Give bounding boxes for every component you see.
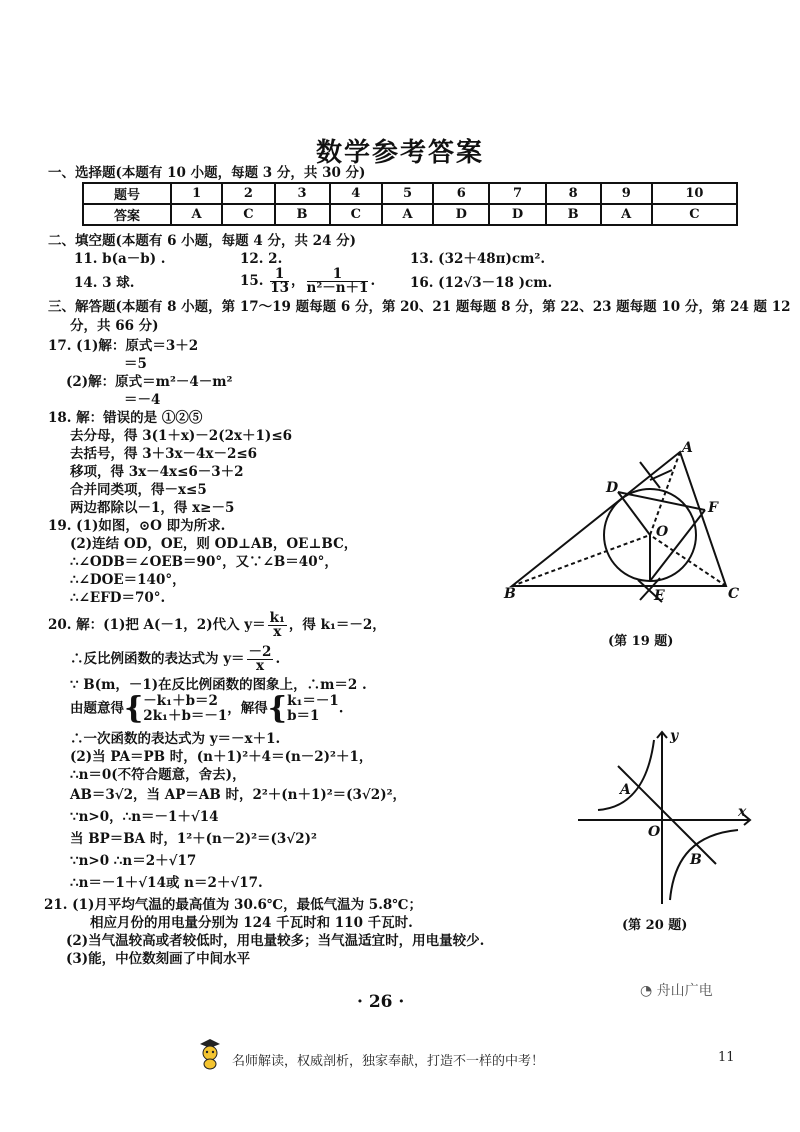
table-cell: 5 (382, 183, 433, 204)
label-c: C (728, 586, 740, 602)
label-a: A (682, 440, 693, 456)
table-cell: 2 (222, 183, 274, 204)
page-title: 数学参考答案 (315, 138, 484, 168)
q20-line: 当 BP＝BA 时，1²＋(n－2)²＝(3√2)² (70, 831, 317, 847)
q18-line: 合并同类项，得－x≤5 (70, 482, 207, 498)
label-f: F (708, 500, 718, 516)
table-cell: A (601, 204, 652, 225)
answer-15-prefix: 15. (240, 273, 264, 289)
q20-line: ∵ B(m，－1)在反比例函数的图象上，∴m＝2 . (70, 677, 367, 693)
q19-line: (2)连结 OD，OE，则 OD⊥AB，OE⊥BC， (70, 536, 358, 552)
q21-line: (3)能，中位数刻画了中间水平 (66, 951, 251, 967)
figure-19 (500, 440, 750, 620)
section2-heading: 二、填空题(本题有 6 小题，每题 4 分，共 24 分) (48, 233, 357, 249)
answer-12: 12. 2. (240, 251, 283, 267)
label-o: O (656, 524, 669, 540)
q17-line: ＝5 (124, 356, 147, 372)
table-cell: 6 (433, 183, 489, 204)
table-cell: C (652, 204, 737, 225)
figure-20-caption: (第 20 题) (622, 918, 688, 933)
table-cell: 4 (330, 183, 382, 204)
table-cell: C (330, 204, 382, 225)
q18-line: 移项，得 3x－4x≤6－3＋2 (70, 464, 244, 480)
q20-line: ∵n>0 ∴n＝2＋√17 (70, 853, 197, 869)
q17-line: (2)解：原式＝m²－4－m² (66, 374, 233, 390)
chat-icon: ◔ (640, 983, 653, 999)
label-d: D (606, 480, 619, 496)
label-e: E (654, 588, 665, 604)
q20-line: ∴n＝－1＋√14或 n＝2＋√17. (70, 875, 263, 891)
q20-line: ∴反比例函数的表达式为 y＝ $\frac{-2}{x}$ . (70, 644, 281, 674)
table-cell: 3 (275, 183, 330, 204)
q20-line: 20. 解：(1)把 A(－1，2)代入 y＝ $\frac{\text{k₁}}{x}$ ，得 k₁＝－2， (48, 610, 386, 640)
table-cell: B (275, 204, 330, 225)
label-x: x (738, 804, 747, 820)
fraction: $\frac{\text{k₁}}{x}$ (269, 610, 285, 640)
q18-line: 18. 解：错误的是 ①②⑤ (48, 410, 203, 426)
line-ab (618, 766, 716, 864)
table-header-cell: 题号 (83, 183, 171, 204)
answer-16: 16. (12√3－18 )cm. (410, 275, 553, 291)
table-row (83, 183, 737, 204)
figure-19-caption: (第 19 题) (608, 634, 674, 649)
watermark: ◔ 舟山广电 (640, 983, 713, 999)
answer-table (82, 182, 738, 226)
q18-line: 去分母，得 3(1＋x)－2(2x＋1)≤6 (70, 428, 293, 444)
q21-line: 相应月份的用电量分别为 124 千瓦时和 110 千瓦时. (90, 915, 413, 931)
fraction: $\frac{1}{13}$ (270, 266, 289, 296)
table-cell: A (171, 204, 222, 225)
table-cell: B (546, 204, 601, 225)
page-number: · 26 · (357, 992, 405, 1012)
q18-line: 去括号，得 3＋3x－4x－2≤6 (70, 446, 258, 462)
q20-line: ∴一次函数的表达式为 y＝－x＋1. (70, 731, 281, 747)
section3-heading: 三、解答题(本题有 8 小题，第 17～19 题每题 6 分，第 20、21 题每题 8 分，第 22、23 题每题 10 分，第 24 题 12 (48, 299, 791, 315)
q18-line: 两边都除以－1，得 x≥－5 (70, 500, 235, 516)
q19-line: ∴∠EFD＝70°. (70, 590, 166, 606)
answer-15: 15. $\frac{1}{13}$ ， $\frac{1}{\text{n²－n＋1}}$ . (240, 266, 376, 296)
label-y: y (670, 728, 679, 744)
table-cell: 9 (601, 183, 652, 204)
label-origin: O (648, 824, 661, 840)
section1-heading: 一、选择题(本题有 10 小题，每题 3 分，共 30 分) (48, 165, 366, 181)
table-cell: 8 (546, 183, 601, 204)
table-cell: C (222, 204, 274, 225)
answer-14: 14. 3 球. (74, 275, 135, 291)
q20-line: ∴n＝0(不符合题意，舍去)， (70, 767, 246, 783)
fraction: $\frac{1}{\text{n²－n＋1}}$ (306, 266, 369, 296)
footer-page-number: 11 (718, 1050, 735, 1065)
table-cell: A (382, 204, 433, 225)
table-cell: 1 (171, 183, 222, 204)
q20-line: ∵n>0，∴n＝－1＋√14 (70, 809, 219, 825)
label-b: B (504, 586, 516, 602)
table-cell: 7 (489, 183, 545, 204)
answer-13: 13. (32＋48π)cm². (410, 251, 546, 267)
q19-line: 19. (1)如图，⊙O 即为所求. (48, 518, 226, 534)
q19-line: ∴∠ODB＝∠OEB＝90°，又∵∠B＝40°， (70, 554, 338, 570)
q21-line: (2)当气温较高或者较低时，用电量较多；当气温适宜时，用电量较少. (66, 933, 485, 949)
q20-line: AB＝3√2，当 AP＝AB 时，2²＋(n＋1)²＝(3√2)²， (70, 787, 407, 803)
table-row (83, 204, 737, 225)
label-a: A (620, 782, 631, 798)
table-cell: D (433, 204, 489, 225)
fraction: $\frac{-2}{x}$ (248, 644, 272, 674)
table-header-cell: 答案 (83, 204, 171, 225)
section3-heading-cont: 分，共 66 分) (70, 318, 159, 334)
q20-line: (2)当 PA＝PB 时，(n＋1)²＋4＝(n－2)²＋1， (70, 749, 373, 765)
q20-line: 由题意得{ －k₁＋b＝2 2k₁＋b＝－1 ，解得{ k₁＝－1 b＝1 . (70, 691, 344, 726)
label-b: B (690, 852, 702, 868)
mascot-icon (196, 1036, 224, 1070)
q17-line: ＝－4 (124, 392, 161, 408)
footer-slogan: 名师解读，权威剖析，独家奉献，打造不一样的中考！ (232, 1054, 545, 1069)
figure-20 (578, 726, 758, 906)
answer-11: 11. b(a－b) . (74, 251, 166, 267)
q17-line: 17. (1)解：原式＝3＋2 (48, 338, 199, 354)
q21-line: 21. (1)月平均气温的最高值为 30.6℃，最低气温为 5.8℃； (44, 897, 422, 913)
table-cell: 10 (652, 183, 737, 204)
q19-line: ∴∠DOE＝140°， (70, 572, 186, 588)
table-cell: D (489, 204, 545, 225)
hyperbola-branch-right (670, 830, 738, 900)
